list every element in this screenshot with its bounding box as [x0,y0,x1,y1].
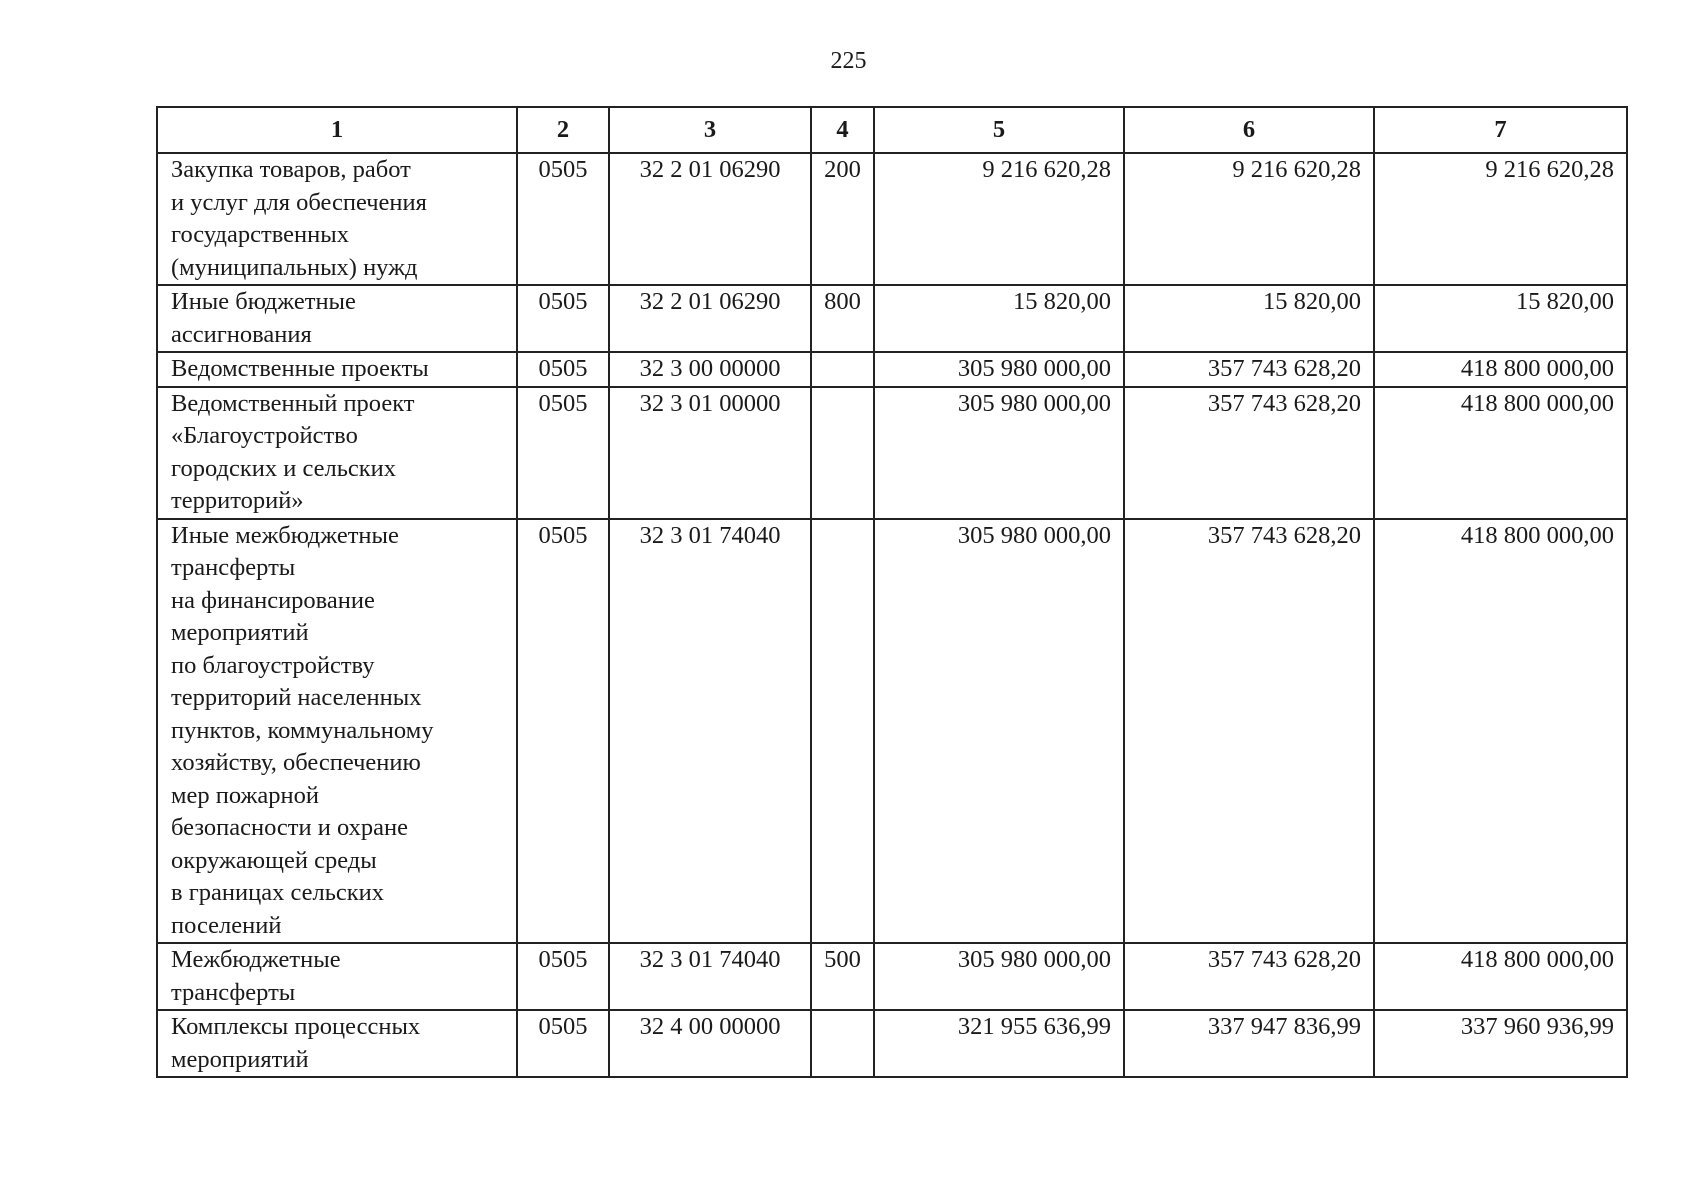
row-section-cell: 0505 [517,387,609,519]
header-col-3: 3 [609,107,811,153]
row-amount-col6-cell: 357 743 628,20 [1124,519,1374,944]
row-amount-col5-cell: 321 955 636,99 [874,1010,1124,1077]
row-amount-col5-cell: 305 980 000,00 [874,352,1124,387]
row-target-cell: 32 3 01 00000 [609,387,811,519]
row-section-cell: 0505 [517,943,609,1010]
row-amount-col7-cell: 418 800 000,00 [1374,943,1627,1010]
row-amount-col6-cell: 357 743 628,20 [1124,352,1374,387]
row-section-cell: 0505 [517,285,609,352]
row-type-cell [811,519,874,944]
row-type-cell: 500 [811,943,874,1010]
row-amount-col6-cell: 15 820,00 [1124,285,1374,352]
row-type-cell: 200 [811,153,874,285]
row-type-cell: 800 [811,285,874,352]
table-row [157,153,1627,285]
row-section-cell: 0505 [517,519,609,944]
header-col-5: 5 [874,107,1124,153]
row-name-cell: Иные межбюджетные трансферты на финансирование мероприятий по благоустройству территорий населенных пунктов, коммунальному хозяйству, обеспечению мер пожарной безопасности и охране окружающей среды в границах сельских поселений [157,519,517,944]
row-amount-col7-cell: 337 960 936,99 [1374,1010,1627,1077]
row-name-cell: Комплексы процессных мероприятий [157,1010,517,1077]
header-col-7: 7 [1374,107,1627,153]
row-amount-col6-cell: 9 216 620,28 [1124,153,1374,285]
table-header [157,107,1627,153]
row-amount-col5-cell: 9 216 620,28 [874,153,1124,285]
table-body [157,153,1627,1077]
header-col-2: 2 [517,107,609,153]
row-name-cell: Ведомственный проект «Благоустройство городских и сельских территорий» [157,387,517,519]
row-name-cell: Закупка товаров, работ и услуг для обеспечения государственных (муниципальных) нужд [157,153,517,285]
row-section-cell: 0505 [517,1010,609,1077]
row-amount-col7-cell: 418 800 000,00 [1374,519,1627,944]
row-amount-col6-cell: 357 743 628,20 [1124,387,1374,519]
row-section-cell: 0505 [517,153,609,285]
row-section-cell: 0505 [517,352,609,387]
row-target-cell: 32 3 00 00000 [609,352,811,387]
row-target-cell: 32 4 00 00000 [609,1010,811,1077]
row-amount-col6-cell: 357 743 628,20 [1124,943,1374,1010]
row-amount-col5-cell: 305 980 000,00 [874,387,1124,519]
row-amount-col5-cell: 15 820,00 [874,285,1124,352]
budget-table [156,106,1628,1078]
row-target-cell: 32 3 01 74040 [609,519,811,944]
row-type-cell [811,1010,874,1077]
row-type-cell [811,352,874,387]
row-name-cell: Ведомственные проекты [157,352,517,387]
row-name-cell: Межбюджетные трансферты [157,943,517,1010]
header-col-6: 6 [1124,107,1374,153]
row-amount-col5-cell: 305 980 000,00 [874,943,1124,1010]
table-row [157,1010,1627,1077]
table-row [157,387,1627,519]
row-target-cell: 32 3 01 74040 [609,943,811,1010]
table-row [157,352,1627,387]
row-target-cell: 32 2 01 06290 [609,285,811,352]
page-number: 225 [830,48,867,74]
table-row [157,519,1627,944]
row-amount-col7-cell: 418 800 000,00 [1374,352,1627,387]
table-row [157,943,1627,1010]
row-amount-col7-cell: 418 800 000,00 [1374,387,1627,519]
header-col-1: 1 [157,107,517,153]
row-amount-col7-cell: 9 216 620,28 [1374,153,1627,285]
row-name-cell: Иные бюджетные ассигнования [157,285,517,352]
header-row [157,107,1627,153]
row-amount-col5-cell: 305 980 000,00 [874,519,1124,944]
row-type-cell [811,387,874,519]
header-col-4: 4 [811,107,874,153]
row-target-cell: 32 2 01 06290 [609,153,811,285]
table-row [157,285,1627,352]
row-amount-col6-cell: 337 947 836,99 [1124,1010,1374,1077]
row-amount-col7-cell: 15 820,00 [1374,285,1627,352]
